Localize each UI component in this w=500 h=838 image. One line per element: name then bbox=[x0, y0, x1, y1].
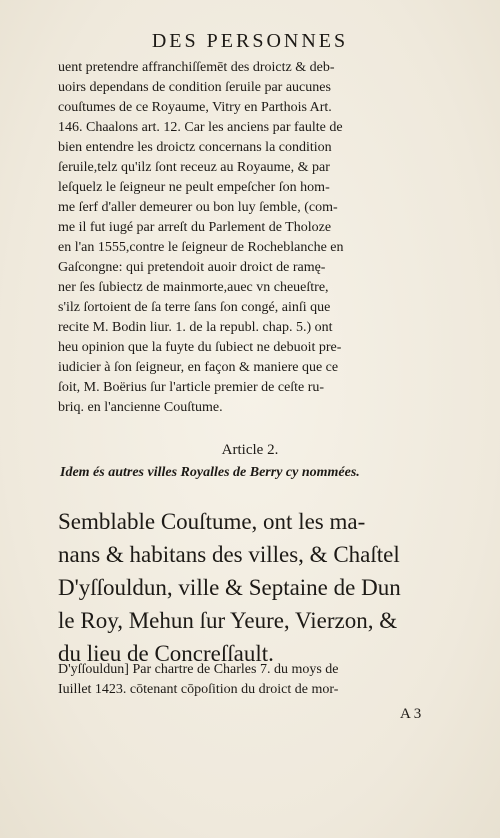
text-line: Semblable Couſtume, ont les ma- bbox=[58, 509, 366, 534]
text-line: 146. Chaalons art. 12. Car les anciens par faulte de bbox=[58, 120, 343, 135]
text-line: recite M. Bodin liur. 1. de la republ. chap. 5.) ont bbox=[58, 320, 333, 335]
text-line: D'yſſouldun] Par chartre de Charles 7. du moys de bbox=[58, 662, 339, 677]
text-line: le Roy, Mehun ſur Yeure, Vierzon, & bbox=[58, 608, 398, 633]
text-line: ner ſes ſubiectz de mainmorte,auec vn cheueſtre, bbox=[58, 280, 329, 295]
running-head: DES PERSONNES bbox=[151, 30, 349, 52]
text-line: Gaſcongne: qui pretendoit auoir droict de ramę- bbox=[58, 260, 326, 275]
body-paragraph bbox=[58, 58, 450, 418]
text-line: Iuillet 1423. cōtenant cōpoſition du droict de mor- bbox=[58, 682, 339, 697]
text-line: en l'an 1555,contre le ſeigneur de Rocheblanche en bbox=[58, 240, 344, 255]
text-line: ſeruile,telz qu'ilz ſont receuz au Royaume, & par bbox=[58, 160, 330, 175]
text-line: s'ilz ſortoient de ſa terre ſans ſon congé, ainſi que bbox=[58, 300, 331, 315]
text-line: uoirs dependans de condition ſeruile par aucunes bbox=[58, 80, 331, 95]
text-line: D'yſſouldun, ville & Septaine de Dun bbox=[58, 575, 401, 600]
text-line: nans & habitans des villes, & Chaſtel bbox=[58, 542, 400, 567]
text-line: me il fut iugé par arreſt du Parlement de Tholoze bbox=[58, 220, 332, 235]
text-line: briq. en l'ancienne Couſtume. bbox=[58, 400, 223, 415]
article-heading: Article 2. bbox=[221, 442, 279, 458]
text-line: iudicier à ſon ſeigneur, en façon & maniere que ce bbox=[58, 360, 339, 375]
signature-mark: A 3 bbox=[400, 706, 422, 722]
text-line: ſoit, M. Boërius ſur l'article premier de ceſte ru- bbox=[58, 380, 325, 395]
text-line: du lieu de Concreſſault. bbox=[58, 641, 274, 666]
commentary-text bbox=[58, 660, 458, 700]
text-line: couſtumes de ce Royaume, Vitry en Parthois Art. bbox=[58, 100, 332, 115]
text-line: me ſerf d'aller demeurer ou bon luy ſemble, (com- bbox=[58, 200, 338, 215]
text-line: bien entendre les droictz concernans la condition bbox=[58, 140, 332, 155]
section-title: Idem és autres villes Royalles de Berry cy nommées. bbox=[60, 465, 360, 480]
text-line: leſquelz le ſeigneur ne peult empeſcher ſon hom- bbox=[58, 180, 330, 195]
text-line: uent pretendre affranchiſſemēt des droictz & deb- bbox=[58, 60, 335, 75]
text-line: heu opinion que la fuyte du ſubiect ne debuoit pre- bbox=[58, 340, 342, 355]
article-text bbox=[58, 505, 458, 670]
